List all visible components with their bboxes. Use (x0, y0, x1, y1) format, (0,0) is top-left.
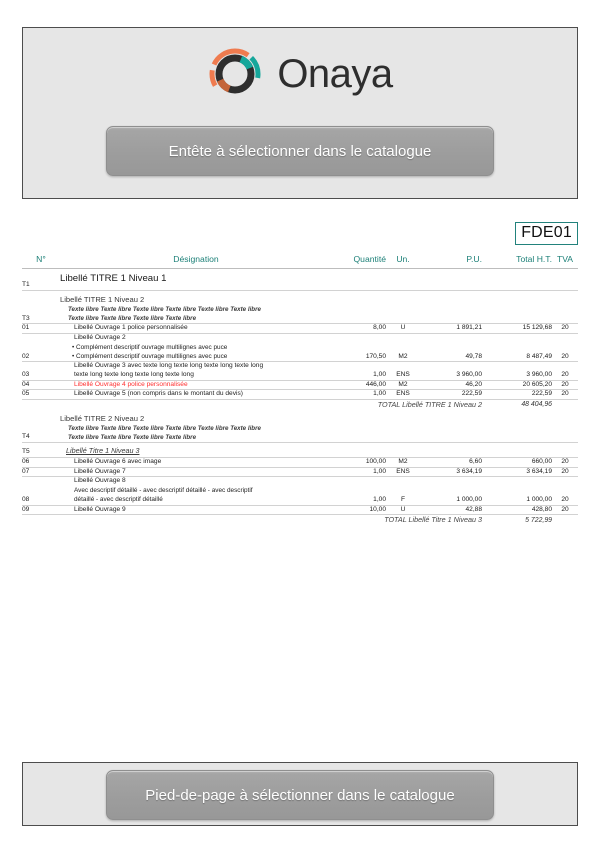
row-unit-price: 3 960,00 (420, 362, 482, 380)
row-number: 04 (22, 380, 60, 390)
row-tva: 20 (552, 477, 578, 505)
row-unit-price: 6,60 (420, 457, 482, 467)
row-designation (60, 457, 332, 467)
item-label: Libellé Ouvrage 3 avec texte long texte long texte long texte long (74, 362, 264, 370)
row-quantity (332, 269, 386, 291)
column-header-num: N° (22, 254, 60, 269)
free-text-line: Texte libre Texte libre Texte libre Texte libre Texte libre Texte libre (68, 305, 261, 313)
row-designation (60, 477, 332, 505)
row-unit-price: 46,20 (420, 380, 482, 390)
onaya-ring-logo-icon (207, 46, 263, 102)
column-header-designation: Désignation (60, 254, 332, 269)
row-unit: M2 (386, 380, 420, 390)
subtotal-spacer (552, 400, 578, 410)
row-quantity (332, 290, 386, 324)
row-unit: ENS (386, 467, 420, 477)
row-designation (60, 467, 332, 477)
row-number: T1 (22, 269, 60, 291)
row-tva: 20 (552, 390, 578, 400)
row-number: 06 (22, 457, 60, 467)
column-header-unit-price: P.U. (420, 254, 482, 269)
row-tva: 20 (552, 324, 578, 334)
free-text-line: Texte libre Texte libre Texte libre Texte libre (68, 433, 197, 441)
table-item-row (22, 324, 578, 334)
row-unit-price: 1 000,00 (420, 477, 482, 505)
row-unit-price: 42,88 (420, 505, 482, 515)
row-total-ht (482, 443, 552, 458)
table-header-row (22, 254, 578, 269)
row-unit: ENS (386, 362, 420, 380)
row-number: T5 (22, 443, 60, 458)
row-designation (60, 443, 332, 458)
quote-table-body (22, 269, 578, 525)
row-total-ht (482, 290, 552, 324)
row-total-ht: 15 129,68 (482, 324, 552, 334)
item-label: Libellé Ouvrage 1 police personnalisée (74, 324, 188, 332)
row-number: 03 (22, 362, 60, 380)
row-unit-price: 1 891,21 (420, 324, 482, 334)
row-unit (386, 410, 420, 443)
document-footer-block (22, 762, 578, 826)
item-label: Libellé Ouvrage 2 (74, 333, 126, 341)
row-designation (60, 324, 332, 334)
row-quantity: 1,00 (332, 390, 386, 400)
row-total-ht: 428,80 (482, 505, 552, 515)
row-tva: 20 (552, 333, 578, 361)
row-number: 01 (22, 324, 60, 334)
item-label: Libellé Ouvrage 4 police personnalisée (74, 380, 188, 388)
item-bullet-line: • Complément descriptif ouvrage multilignes avec puce (72, 352, 228, 360)
free-text-line: Texte libre Texte libre Texte libre Texte libre Texte libre Texte libre (68, 424, 261, 432)
row-quantity: 446,00 (332, 380, 386, 390)
title-level3-label: Libellé Titre 1 Niveau 3 (66, 446, 140, 456)
row-tva: 20 (552, 467, 578, 477)
table-title-level1-row (22, 269, 578, 291)
column-header-quantity: Quantité (332, 254, 386, 269)
item-label: Libellé Ouvrage 8 (74, 477, 126, 485)
row-designation (60, 410, 332, 443)
row-unit-price (420, 290, 482, 324)
table-item-row (22, 477, 578, 505)
row-tva (552, 443, 578, 458)
row-number: 05 (22, 390, 60, 400)
title-level2-label: Libellé TITRE 1 Niveau 2 (60, 294, 145, 304)
row-total-ht (482, 410, 552, 443)
row-quantity: 1,00 (332, 362, 386, 380)
row-unit: M2 (386, 457, 420, 467)
row-total-ht: 20 605,20 (482, 380, 552, 390)
row-number: 07 (22, 467, 60, 477)
table-item-row (22, 467, 578, 477)
row-unit-price (420, 269, 482, 291)
row-total-ht: 3 960,00 (482, 362, 552, 380)
table-item-row (22, 505, 578, 515)
row-tva: 20 (552, 380, 578, 390)
row-unit (386, 443, 420, 458)
row-tva (552, 269, 578, 291)
row-total-ht: 1 000,00 (482, 477, 552, 505)
row-unit: M2 (386, 333, 420, 361)
table-title-level3-row (22, 443, 578, 458)
row-designation (60, 362, 332, 380)
subtotal-label: TOTAL Libellé Titre 1 Niveau 3 (384, 515, 482, 525)
row-designation (60, 390, 332, 400)
footer-catalog-select-button[interactable]: Pied-de-page à sélectionner dans le catalogue (106, 770, 494, 820)
item-bullet-line: • Complément descriptif ouvrage multilignes avec puce (72, 343, 228, 351)
row-quantity: 10,00 (332, 505, 386, 515)
row-number: T3 (22, 290, 60, 324)
subtotal-spacer (552, 515, 578, 525)
row-designation (60, 290, 332, 324)
title-level3-wrap (60, 443, 332, 457)
brand-name: Onaya (277, 52, 393, 96)
row-tva: 20 (552, 505, 578, 515)
table-item-row (22, 457, 578, 467)
item-label-line2: texte long texte long texte long texte long (74, 370, 194, 378)
free-text-line: Texte libre Texte libre Texte libre Texte libre (68, 314, 197, 322)
row-designation (60, 380, 332, 390)
document-header-block (22, 27, 578, 199)
brand-logo (23, 46, 577, 102)
row-unit-price: 49,78 (420, 333, 482, 361)
row-quantity (332, 410, 386, 443)
row-tva: 20 (552, 362, 578, 380)
row-number: 08 (22, 477, 60, 505)
column-header-tva: TVA (552, 254, 578, 269)
row-total-ht: 8 487,49 (482, 333, 552, 361)
table-item-row (22, 362, 578, 380)
row-unit (386, 269, 420, 291)
row-number: 02 (22, 333, 60, 361)
table-subtotal-row (22, 400, 578, 410)
column-header-total-ht: Total H.T. (482, 254, 552, 269)
row-unit: F (386, 477, 420, 505)
document-code-badge: FDE01 (515, 222, 578, 245)
row-unit-price: 3 634,19 (420, 467, 482, 477)
title-level2-label: Libellé TITRE 2 Niveau 2 (60, 413, 145, 423)
row-unit-price: 222,59 (420, 390, 482, 400)
table-item-row (22, 380, 578, 390)
table-item-row (22, 333, 578, 361)
row-quantity: 8,00 (332, 324, 386, 334)
row-unit: U (386, 324, 420, 334)
row-unit: U (386, 505, 420, 515)
quote-table-container (22, 254, 578, 525)
item-label: Libellé Ouvrage 9 (74, 505, 126, 513)
subtotal-value: 5 722,99 (482, 515, 552, 525)
item-label: Libellé Ouvrage 7 (74, 467, 126, 475)
quote-table (22, 254, 578, 525)
row-tva: 20 (552, 457, 578, 467)
table-item-row (22, 390, 578, 400)
row-quantity: 170,50 (332, 333, 386, 361)
subtotal-label: TOTAL Libellé TITRE 1 Niveau 2 (377, 400, 482, 410)
row-tva (552, 290, 578, 324)
item-label: Libellé Ouvrage 6 avec image (74, 457, 162, 465)
item-description-line: détaillé - avec descriptif détaillé (74, 496, 163, 504)
row-unit (386, 290, 420, 324)
row-designation (60, 505, 332, 515)
subtotal-value: 48 404,96 (482, 400, 552, 410)
row-quantity: 100,00 (332, 457, 386, 467)
row-quantity: 1,00 (332, 467, 386, 477)
row-total-ht (482, 269, 552, 291)
row-quantity: 1,00 (332, 477, 386, 505)
title-level1-label: Libellé TITRE 1 Niveau 1 (60, 273, 167, 284)
row-number: T4 (22, 410, 60, 443)
row-unit: ENS (386, 390, 420, 400)
row-total-ht: 3 634,19 (482, 467, 552, 477)
header-catalog-select-button[interactable]: Entête à sélectionner dans le catalogue (106, 126, 494, 176)
row-total-ht: 660,00 (482, 457, 552, 467)
item-label: Libellé Ouvrage 5 (non compris dans le montant du devis) (74, 390, 243, 398)
row-total-ht: 222,59 (482, 390, 552, 400)
table-title-level2-row (22, 290, 578, 324)
row-tva (552, 410, 578, 443)
row-quantity (332, 443, 386, 458)
row-unit-price (420, 443, 482, 458)
item-description-line: Avec descriptif détaillé - avec descriptif détaillé - avec descriptif (74, 486, 253, 494)
table-subtotal-row (22, 515, 578, 525)
row-number: 09 (22, 505, 60, 515)
table-title-level2-row (22, 410, 578, 443)
row-designation (60, 333, 332, 361)
column-header-unit: Un. (386, 254, 420, 269)
row-unit-price (420, 410, 482, 443)
row-designation (60, 269, 332, 291)
